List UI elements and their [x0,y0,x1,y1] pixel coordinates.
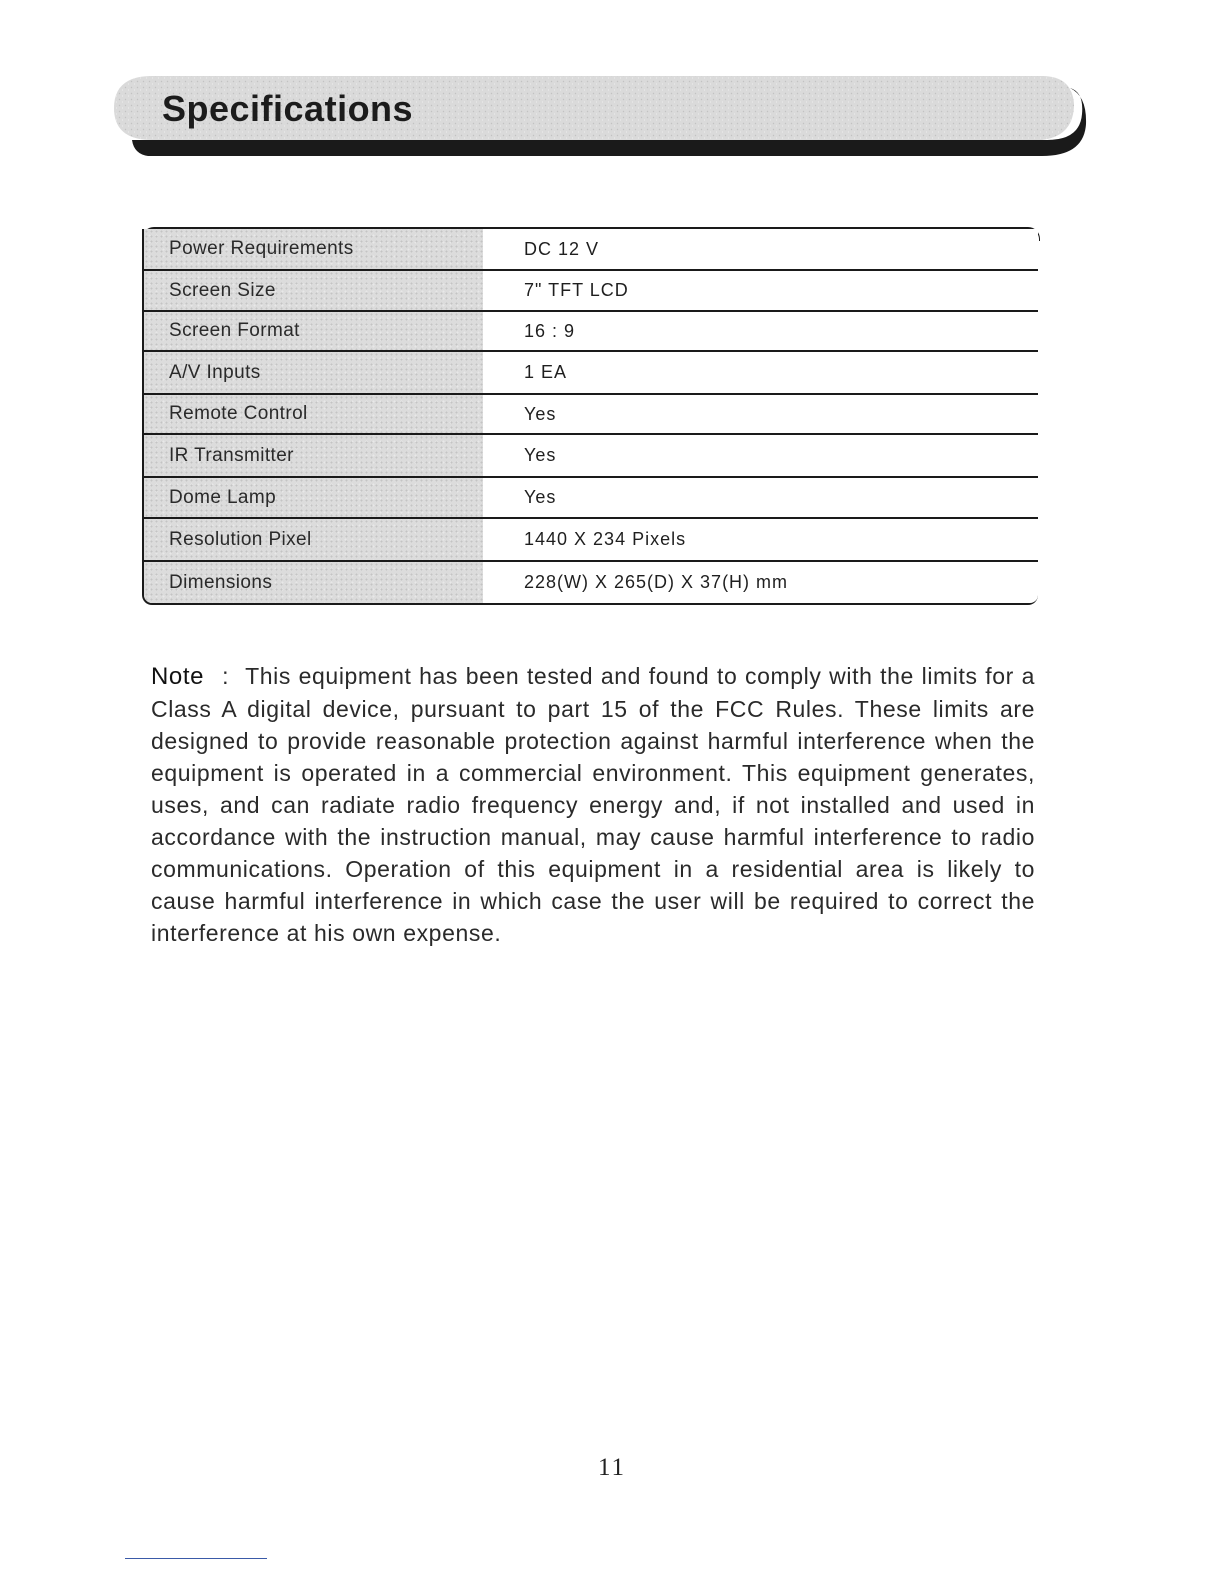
spec-label: Resolution Pixel [144,519,483,560]
spec-label: Remote Control [144,395,483,433]
spec-value: 228(W) X 265(D) X 37(H) mm [483,562,1038,603]
spec-value: 7" TFT LCD [483,271,1038,310]
note-text: This equipment has been tested and found to comply with the limits for a Class A digital device, pursuant to part 15 of the FCC Rules. These limits are designed to provide reasonable protection against harmful interference when the equipment is operated in a commercial environment. This equipment generates, uses, and can radiate radio frequency energy and, if not installed and used in accordance with the instruction manual, may cause harmful interference to radio communications. Operation of this equipment in a residential area is likely to cause harmful interference in which case the user will be required to correct the interference at his own expense. [151,663,1035,946]
header-banner [112,74,1087,158]
footer-rule [125,1558,267,1559]
spec-row-resolution-pixel [144,519,1038,562]
page-number: 11 [597,1454,627,1481]
spec-value: Yes [483,478,1038,517]
spec-row-screen-format [144,312,1038,352]
spec-value: DC 12 V [483,229,1038,269]
spec-label: Dimensions [144,562,483,603]
spec-row-dimensions [144,562,1038,603]
spec-value: 16 : 9 [483,312,1038,350]
spec-value: Yes [483,395,1038,433]
spec-row-ir-transmitter [144,435,1038,478]
page-title: Specifications [162,88,414,129]
spec-row-power [144,229,1038,271]
spec-value: Yes [483,435,1038,476]
spec-row-dome-lamp [144,478,1038,519]
note-label: Note [151,663,205,690]
spec-label: Power Requirements [144,229,483,269]
spec-label: Dome Lamp [144,478,483,517]
spec-table [142,229,1038,605]
spec-label: Screen Size [144,271,483,310]
spec-label: Screen Format [144,312,483,350]
spec-value: 1440 X 234 Pixels [483,519,1038,560]
fcc-note [151,660,1035,949]
spec-label: A/V Inputs [144,352,483,393]
spec-value: 1 EA [483,352,1038,393]
spec-row-remote-control [144,395,1038,435]
spec-label: IR Transmitter [144,435,483,476]
spec-row-av-inputs [144,352,1038,395]
spec-row-screen-size [144,271,1038,312]
note-colon: : [222,663,230,689]
